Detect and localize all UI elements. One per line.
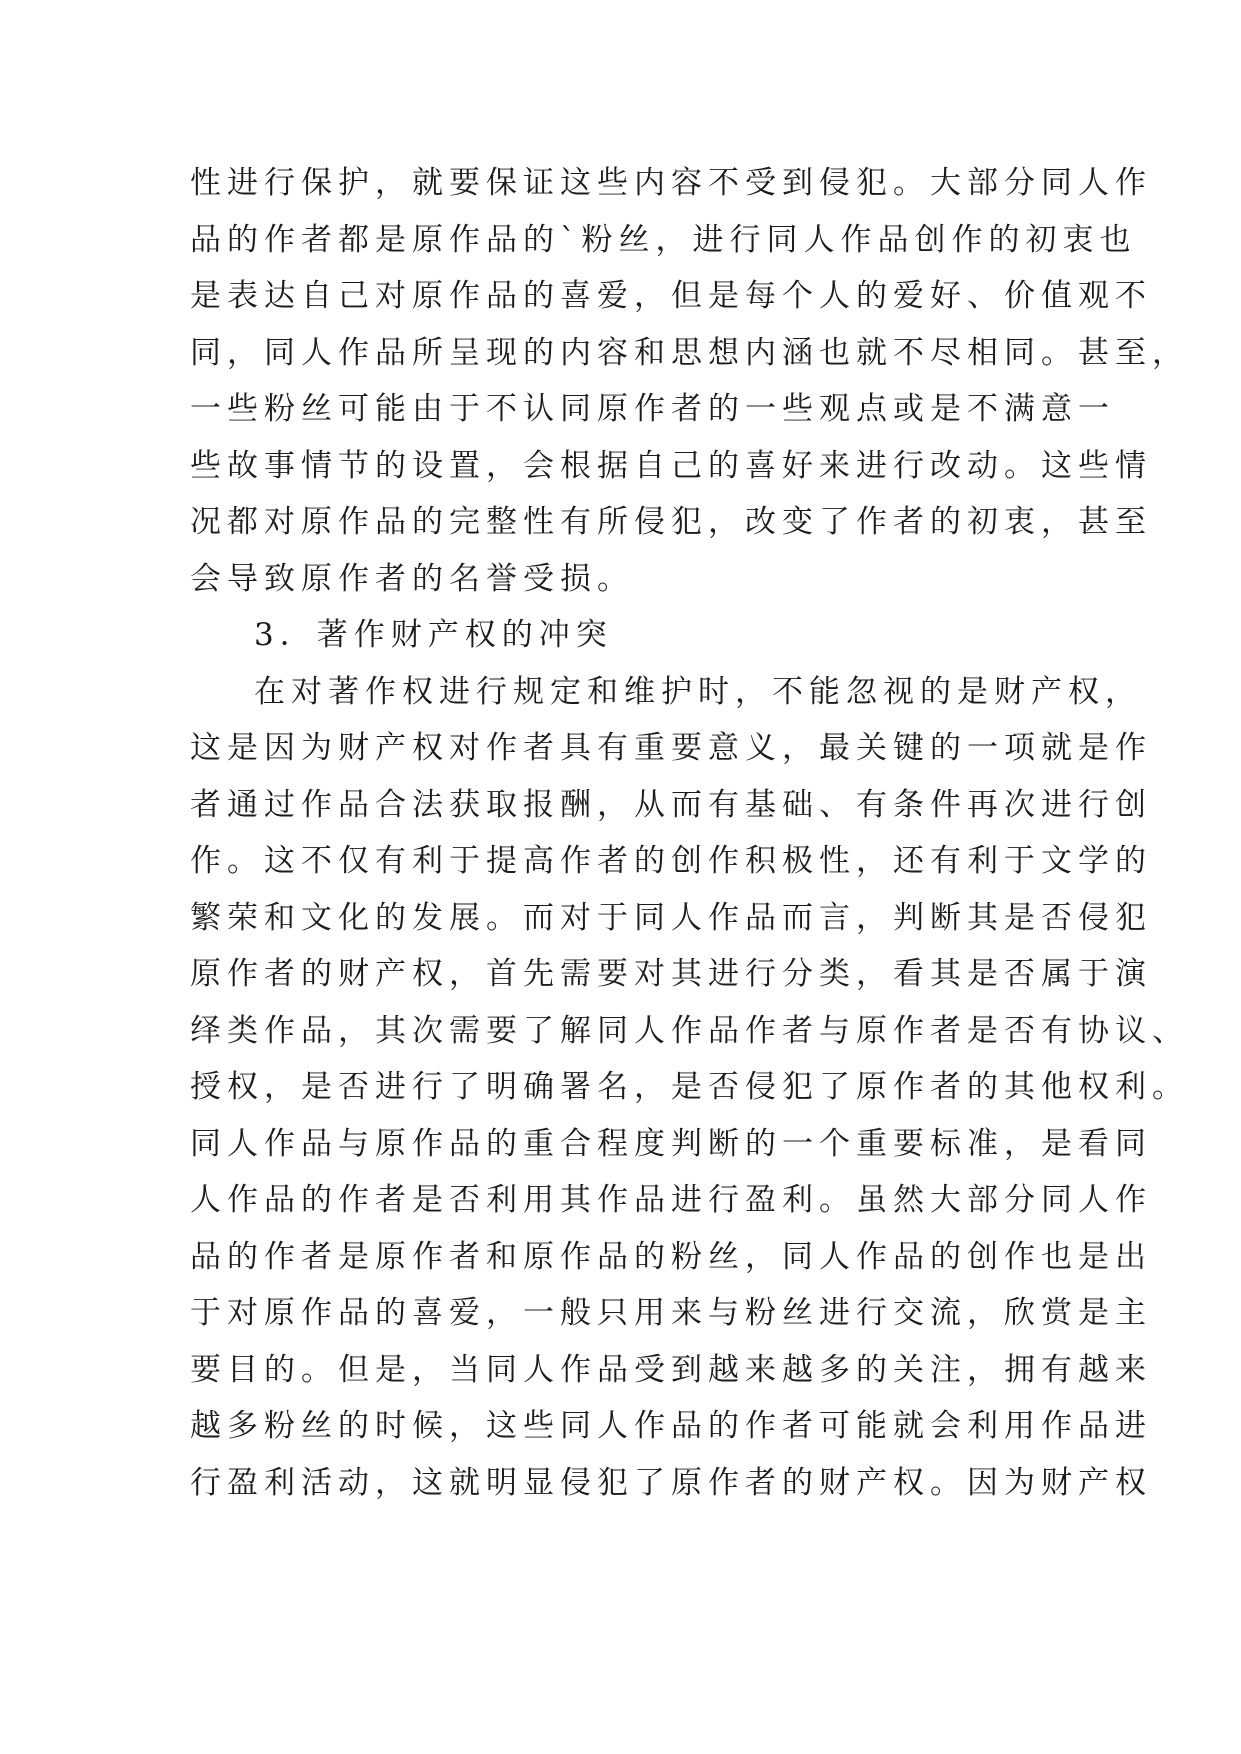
text-line-10: 在对著作权进行规定和维护时，不能忽视的是财产权， bbox=[254, 673, 1142, 710]
text-line-17: 授权，是否进行了明确署名，是否侵犯了原作者的其他权利。 bbox=[190, 1069, 1189, 1105]
text-line-5: 一些粉丝可能由于不认同原作者的一些观点或是不满意一 bbox=[190, 391, 1115, 427]
text-line-7: 况都对原作品的完整性有所侵犯，改变了作者的初衷，甚至 bbox=[190, 504, 1152, 540]
text-line-23: 越多粉丝的时候，这些同人作品的作者可能就会利用作品进 bbox=[190, 1408, 1152, 1444]
text-line-8: 会导致原作者的名誉受损。 bbox=[190, 560, 634, 597]
body-text bbox=[190, 155, 1189, 1511]
text-line-24: 行盈利活动，这就明显侵犯了原作者的财产权。因为财产权 bbox=[190, 1464, 1152, 1501]
text-line-11: 这是因为财产权对作者具有重要意义，最关键的一项就是作 bbox=[190, 730, 1152, 766]
text-line-3: 是表达自己对原作品的喜爱，但是每个人的爱好、价值观不 bbox=[190, 278, 1152, 314]
text-line-16: 绎类作品，其次需要了解同人作品作者与原作者是否有协议、 bbox=[190, 1012, 1189, 1049]
text-line-13: 作。这不仅有利于提高作者的创作积极性，还有利于文学的 bbox=[190, 843, 1152, 879]
text-line-22: 要目的。但是，当同人作品受到越来越多的关注，拥有越来 bbox=[190, 1351, 1152, 1388]
text-line-12: 者通过作品合法获取报酬，从而有基础、有条件再次进行创 bbox=[190, 786, 1152, 823]
text-line-19: 人作品的作者是否利用其作品进行盈利。虽然大部分同人作 bbox=[190, 1182, 1152, 1218]
text-line-18: 同人作品与原作品的重合程度判断的一个重要标准，是看同 bbox=[190, 1125, 1152, 1162]
section-heading: 3．著作财产权的冲突 bbox=[254, 617, 613, 653]
text-line-1: 性进行保护，就要保证这些内容不受到侵犯。大部分同人作 bbox=[190, 165, 1152, 201]
text-line-2: 品的作者都是原作品的`粉丝，进行同人作品创作的初衷也 bbox=[190, 221, 1137, 258]
text-line-6: 些故事情节的设置，会根据自己的喜好来进行改动。这些情 bbox=[190, 447, 1152, 484]
text-line-4: 同，同人作品所呈现的内容和思想内涵也就不尽相同。甚至， bbox=[190, 334, 1189, 371]
text-line-14: 繁荣和文化的发展。而对于同人作品而言，判断其是否侵犯 bbox=[190, 899, 1152, 936]
text-line-21: 于对原作品的喜爱，一般只用来与粉丝进行交流，欣赏是主 bbox=[190, 1295, 1152, 1331]
text-line-15: 原作者的财产权，首先需要对其进行分类，看其是否属于演 bbox=[190, 956, 1152, 992]
text-line-20: 品的作者是原作者和原作品的粉丝，同人作品的创作也是出 bbox=[190, 1238, 1152, 1275]
